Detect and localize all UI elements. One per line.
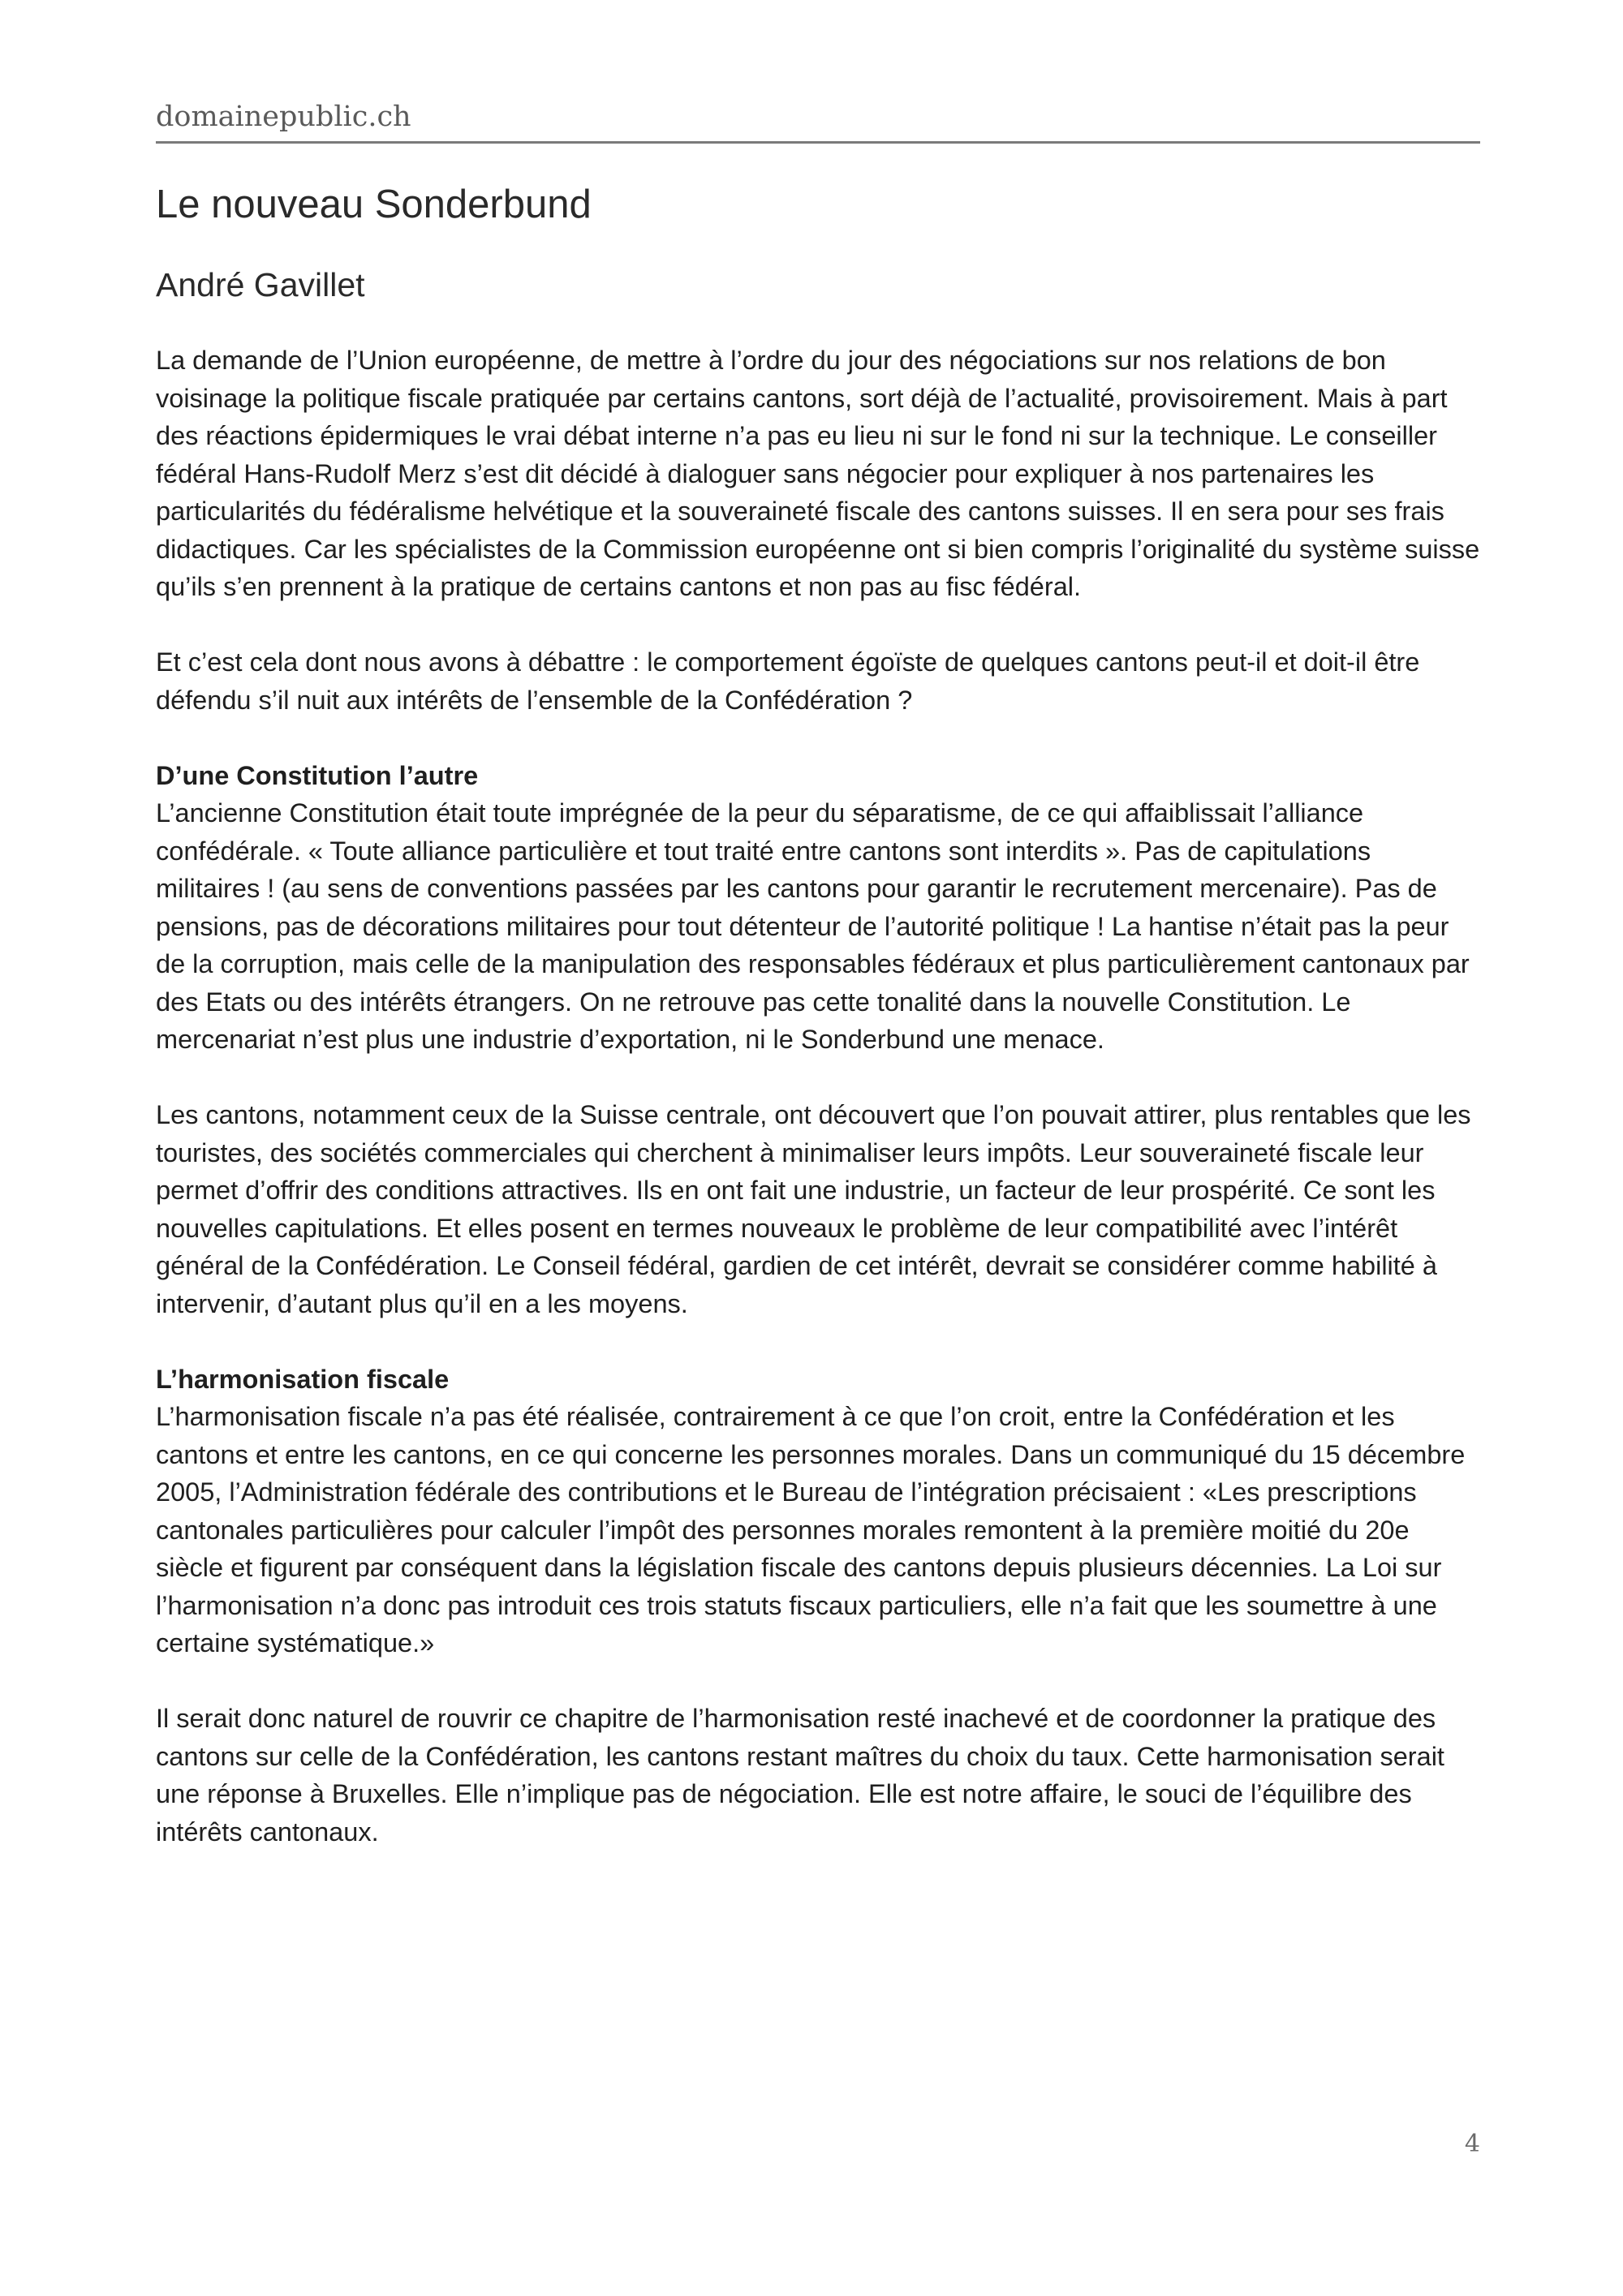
article-author: André Gavillet xyxy=(156,266,365,303)
paragraph-intro: La demande de l’Union européenne, de mettre à l’ordre du jour des négociations sur nos relations de bon voisinage la politique fiscale pratiquée par certains cantons, sort déjà de l’actualité, provisoirement. Mais à part des réactions épidermiques le vrai débat interne n’a pas eu lieu ni sur le fond ni sur la technique. Le conseiller fédéral Hans-Rudolf Merz s’est dit décidé à dialoguer sans négocier pour expliquer à nos partenaires les particularités du fédéralisme helvétique et la souveraineté fiscale des cantons suisses. Il en sera pour ses frais didactiques. Car les spécialistes de la Commission européenne ont si bien compris l’originalité du système suisse qu’ils s’en prennent à la pratique de certains cantons et non pas au fisc fédéral. xyxy=(156,346,1480,601)
paragraph-constitution-2: Les cantons, notamment ceux de la Suisse centrale, ont découvert que l’on pouvait attirer, plus rentables que les touristes, des sociétés commerciales qui cherchent à minimaliser leurs impôts. Leur souveraineté fiscale leur permet d’offrir des conditions attractives. Ils en ont fait une industrie, un facteur de leur prospérité. Ce sont les nouvelles capitulations. Et elles posent en termes nouveaux le problème de leur compatibilité avec l’intérêt général de la Confédération. Le Conseil fédéral, gardien de cet intérêt, devrait se considérer comme habilité à intervenir, d’autant plus qu’il en a les moyens. xyxy=(156,1100,1471,1318)
article-title: Le nouveau Sonderbund xyxy=(156,183,592,226)
paragraph-harmonisation-1: L’harmonisation fiscale n’a pas été réalisée, contrairement à ce que l’on croit, entre la Confédération et les cantons et entre les cantons, en ce qui concerne les personnes morales. Dans un communiqué du 15 décembre 2005, l’Administration fédérale des contributions et le Bureau de l’intégration précisaient : «Les prescriptions cantonales particulières pour calculer l’impôt des personnes morales remontent à la première moitié du 20e siècle et figurent par conséquent dans la législation fiscale des cantons depuis plusieurs décennies. La Loi sur l’harmonisation n’a donc pas introduit ces trois statuts fiscaux particuliers, elle n’a fait que les soumettre à une certaine systématique.» xyxy=(156,1402,1466,1658)
section-heading-constitution: D’une Constitution l’autre xyxy=(156,760,479,790)
paragraph-question: Et c’est cela dont nous avons à débattre : le comportement égoïste de quelques cantons peut-il et doit-il être défendu s’il nuit aux intérêts de l’ensemble de la Confédération ? xyxy=(156,647,1420,715)
document-page xyxy=(156,96,1480,1889)
site-header: domainepublic.ch xyxy=(156,96,1480,144)
section-heading-harmonisation: L’harmonisation fiscale xyxy=(156,1364,450,1394)
paragraph-harmonisation-2: Il serait donc naturel de rouvrir ce chapitre de l’harmonisation resté inachevé et de coordonner la pratique des cantons sur celle de la Confédération, les cantons restant maîtres du choix du taux. Cette harmonisation serait une réponse à Bruxelles. Elle n’implique pas de négociation. Elle est notre affaire, le souci de l’équilibre des intérêts cantonaux. xyxy=(156,1704,1444,1847)
page-number: 4 xyxy=(1464,2130,1480,2158)
article-body xyxy=(156,342,1480,1851)
paragraph-constitution-1: L’ancienne Constitution était toute imprégnée de la peur du séparatisme, de ce qui affaiblissait l’alliance confédérale. « Toute alliance particulière et tout traité entre cantons sont interdits ». Pas de capitulations militaires ! (au sens de conventions passées par les cantons pour garantir le recrutement mercenaire). Pas de pensions, pas de décorations militaires pour tout détenteur de l’autorité politique ! La hantise n’était pas la peur de la corruption, mais celle de la manipulation des responsables fédéraux et plus particulièrement cantonaux par des Etats ou des intérêts étrangers. On ne retrouve pas cette tonalité dans la nouvelle Constitution. Le mercenariat n’est plus une industrie d’exportation, ni le Sonderbund une menace. xyxy=(156,798,1470,1054)
